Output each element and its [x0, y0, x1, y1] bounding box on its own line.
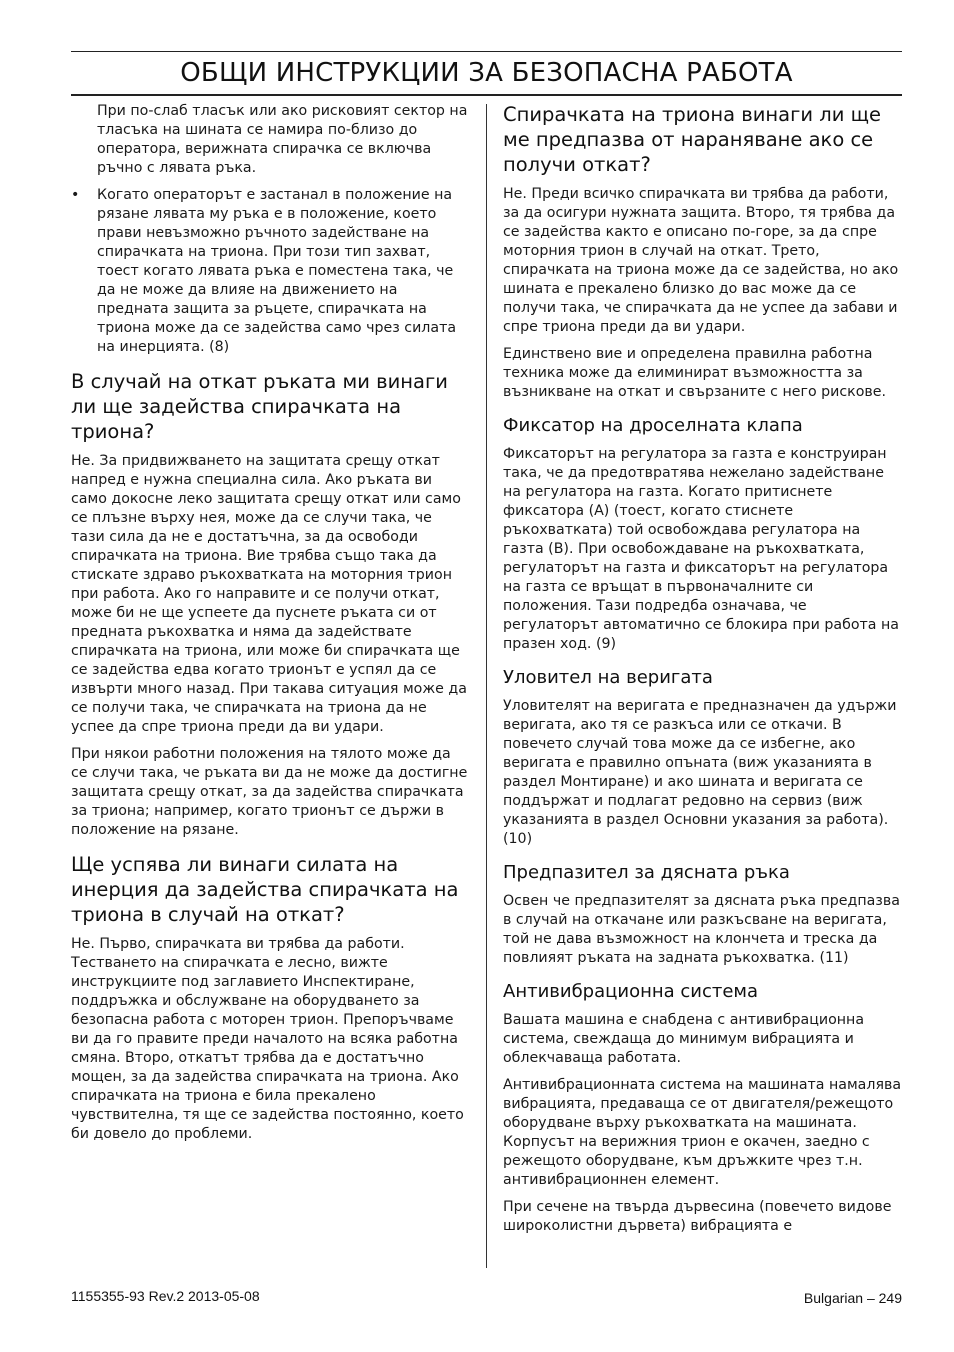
bullet-text: Когато операторът е застанал в положение на рязане лявата му ръка е в положение, което прави невъзможно ръчното задействане на спирачката на триона. При този тип захват, тоест когато лявата ръка е поместена така, че да не може да влияе на движението на предната защита за ръцете, спирачката на триона може да се задейства само чрез силата на инерцията. (8) — [97, 187, 457, 355]
section-heading: В случай на откат ръката ми винаги ли ще задейства спирачката на триона? — [71, 370, 448, 443]
column-divider — [486, 104, 487, 1268]
left-column — [71, 102, 468, 1152]
document-id: 1155355-93 Rev.2 2013-05-08 — [71, 1288, 260, 1304]
paragraph: При сечене на твърда дървесина (повечето видове широколистни дървета) вибрацията е — [503, 1199, 892, 1234]
paragraph: Уловителят на веригата е предназначен да удържи веригата, ако тя се разкъса или се откачи. В повечето случай това може да се избегне, ако веригата е правилно опъната (виж указанията в раздел Монтиране) и ако шината и веригата се поддържат и подлагат редовно на сервиз (виж указанията в раздел Основни указания за работа). (10) — [503, 698, 897, 847]
paragraph: Не. За придвижването на защитата срещу откат напред е нужна специална сила. Ако ръката ви само докосне леко защитата срещу откат или само се плъзне върху нея, може да се случи така, че тази сила да не е достатъчна, за да освободи спирачката на триона. Вие трябва също така да стискате здраво ръкохватката на моторния трион при работа. Ако го направите и се получи откат, може би не ще успеете да пуснете ръката си от предната ръкохватка и няма да задействате спирачката на триона, или може би спирачката ще се задейства едва когато трионът е успял да се извърти много назад. При такава ситуация може да се получи така, че спирачката на триона да не успее да спре триона преди да ви удари. — [71, 453, 467, 735]
paragraph: Не. Преди всичко спирачката ви трябва да работи, за да осигури нужната защита. Второ, тя трябва да се задейства както е описано по-горе, за да спре моторния трион в случай на откат. Трето, спирачката на триона може да се задейства, но ако шината е прекалено близко до вас може да се получи така, че спирачката да не успее да забави и спре триона преди да ви удари. — [503, 186, 899, 335]
section-heading: Спирачката на триона винаги ли ще ме предпазва от нараняване ако се получи откат? — [503, 103, 881, 176]
page-header — [71, 51, 902, 96]
subsection-heading: Уловител на веригата — [503, 667, 713, 688]
subsection-heading: Фиксатор на дроселната клапа — [503, 415, 803, 436]
subsection-heading: Предпазител за дясната ръка — [503, 862, 790, 883]
paragraph: Освен че предпазителят за дясната ръка предпазва в случай на откачане или разкъсване на веригата, той не дава възможност на клончета и треска да повлияят ръката на задната ръкохватка. (11) — [503, 893, 900, 966]
bullet-item — [71, 186, 468, 357]
subsection-heading: Антивибрационна система — [503, 981, 759, 1002]
page-title: ОБЩИ ИНСТРУКЦИИ ЗА БЕЗОПАСНА РАБОТА — [180, 58, 793, 88]
paragraph: Фиксаторът на регулатора за газта е конструиран така, че да предотвратява нежелано задействане на регулатора на газта. Когато притиснете фиксатора (A) (тоест, когато стиснете ръкохватката) той освобождава регулатора на газта (B). При освобождаване на ръкохватката, регулаторът на газта и фиксаторът на регулатора на газта се връщат в първоначалните си положения. Тази подредба означава, че регулаторът автоматично се блокира при работа на празен ход. (9) — [503, 446, 899, 652]
right-column — [503, 102, 903, 1244]
paragraph: При някои работни положения на тялото може да се случи така, че ръката ви да не може да достигне защитата срещу откат, за да задейства спирачката за триона; например, когато трионът се държи в положение на рязане. — [71, 746, 468, 838]
intro-paragraph: При по-слаб тласък или ако рисковият сектор на тласъка на шината се намира по-близо до оператора, верижната спирачка се включва ръчно с лявата ръка. — [97, 103, 468, 176]
paragraph: Единствено вие и определена правилна работна техника може да елиминират възможността за възникване на откат и свързаните с него рискове. — [503, 346, 887, 400]
paragraph: Антивибрационната система на машината намалява вибрацията, предаваща се от двигателя/режещото оборудване върху ръкохватката на машината. Корпусът на верижния трион е окачен, заедно с режещото оборудване, към дръжките чрез т.н. антивибрационнен елемент. — [503, 1077, 902, 1188]
paragraph: Вашата машина е снабдена с антивибрационна система, свеждаща до минимум вибрацията и облекчаваща работата. — [503, 1012, 865, 1066]
section-heading: Ще успява ли винаги силата на инерция да задейства спирачката на триона в случай на откат? — [71, 853, 459, 926]
page-number: Bulgarian – 249 — [803, 1290, 902, 1306]
bullet-icon: • — [71, 187, 80, 203]
paragraph: Не. Първо, спирачката ви трябва да работи. Тестването на спирачката е лесно, вижте инструкциите под заглавието Инспектиране, поддръжка и обслужване на оборудването за безопасна работа с моторен трион. Препоръчваме ви да го правите преди началото на всяка работна смяна. Второ, откатът трябва да е достатъчно мощен, за да задейства спирачката на триона. Ако спирачката на триона е била прекалено чувствителна, тя ще се задейства постоянно, което би довело до проблеми. — [71, 936, 464, 1142]
